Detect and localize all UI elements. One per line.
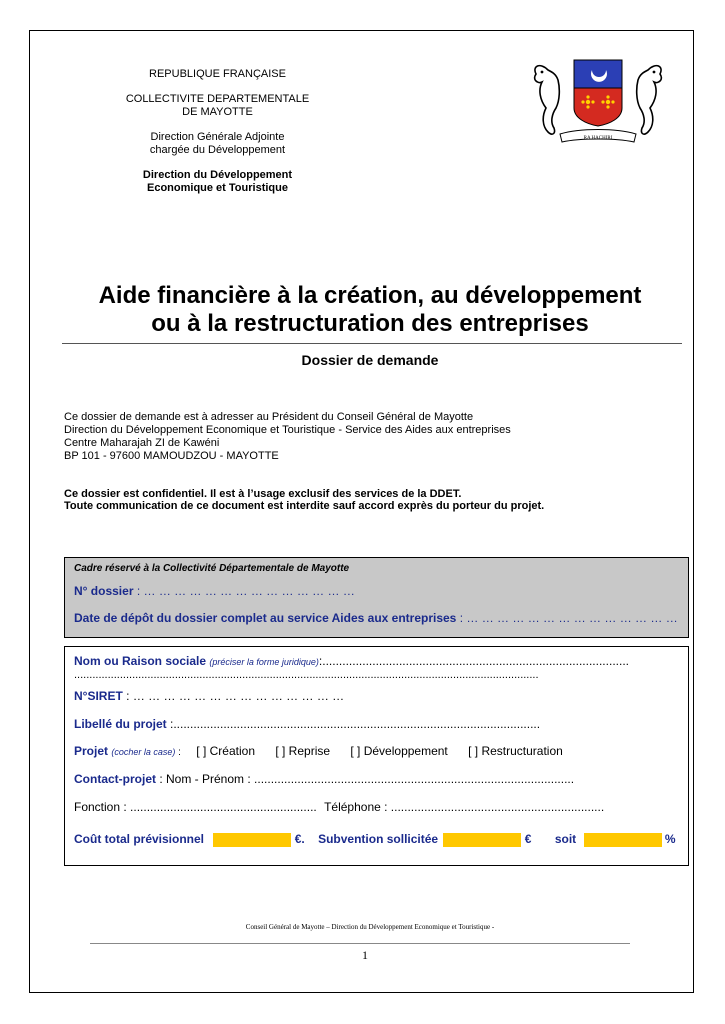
subsidy-input[interactable] bbox=[443, 833, 521, 847]
option-creation-checkbox[interactable]: [ ] Création bbox=[196, 744, 255, 758]
option-restructuration-checkbox[interactable]: [ ] Restructuration bbox=[468, 744, 563, 758]
page-title-line-1: Aide financière à la création, au développement bbox=[98, 282, 642, 309]
project-title-label: Libellé du projet bbox=[74, 717, 167, 731]
ratio-percent: % bbox=[664, 832, 676, 846]
address-line-1: Ce dossier de demande est à adresser au Président du Conseil Général de Mayotte bbox=[64, 411, 474, 423]
page-number: 1 bbox=[362, 948, 368, 962]
footer-divider bbox=[90, 943, 630, 944]
siret-row bbox=[74, 689, 344, 703]
subsidy-currency: € bbox=[524, 832, 532, 846]
project-title-row bbox=[74, 717, 540, 731]
project-title-field[interactable]: :.............................................................................................................. bbox=[166, 717, 541, 731]
application-form bbox=[64, 646, 689, 866]
ratio-input[interactable] bbox=[584, 833, 662, 847]
collectivity-line-1: COLLECTIVITE DEPARTEMENTALE bbox=[125, 93, 310, 105]
direction-dev-line-1: Direction du Développement bbox=[142, 169, 293, 181]
reserved-box bbox=[64, 557, 689, 638]
option-developpement-checkbox[interactable]: [ ] Développement bbox=[350, 744, 448, 758]
confidential-line-1: Ce dossier est confidentiel. Il est à l’usage exclusif des services de la DDET. bbox=[64, 488, 462, 500]
mayotte-coat-of-arms-icon bbox=[530, 52, 666, 148]
ratio-label: soit bbox=[554, 832, 577, 846]
contact-name-field[interactable]: : Nom - Prénom : ................................................................................................ bbox=[156, 772, 575, 786]
function-field[interactable]: Fonction : ........................................................ bbox=[74, 800, 317, 814]
company-name-field[interactable]: :............................................................................................ bbox=[318, 654, 629, 668]
dossier-number-label: N° dossier bbox=[74, 584, 134, 598]
crest-banner-text: RA HACHIRI bbox=[583, 136, 613, 141]
footer-text: Conseil Général de Mayotte – Direction du Développement Economique et Touristique - bbox=[245, 923, 495, 931]
dossier-number-field[interactable]: : … … … … … … … … … … … … … … bbox=[133, 584, 355, 598]
siret-field[interactable]: : … … … … … … … … … … … … … … bbox=[122, 689, 345, 703]
phone-field[interactable]: Téléphone : ................................................................ bbox=[324, 800, 605, 814]
subsidy-label: Subvention sollicitée bbox=[318, 832, 439, 846]
total-cost-currency: €. bbox=[294, 832, 305, 846]
depot-date-label: Date de dépôt du dossier complet au service Aides aux entreprises bbox=[74, 611, 457, 625]
direction-adjointe-line-1: Direction Générale Adjointe bbox=[150, 131, 285, 143]
total-cost-label: Coût total prévisionnel bbox=[74, 832, 205, 846]
project-type-colon: : bbox=[175, 747, 181, 758]
depot-date-field[interactable]: : … … … … … … … … … … … … … … bbox=[456, 611, 678, 625]
contact-label: Contact-projet bbox=[74, 772, 156, 786]
page-subtitle: Dossier de demande bbox=[301, 352, 439, 368]
option-reprise-checkbox[interactable]: [ ] Reprise bbox=[275, 744, 331, 758]
confidential-line-2: Toute communication de ce document est interdite sauf accord exprès du porteur du projet. bbox=[64, 500, 545, 512]
address-line-3: Centre Maharajah ZI de Kawéni bbox=[64, 437, 220, 449]
siret-label: N°SIRET bbox=[74, 689, 123, 703]
direction-dev-line-2: Economique et Touristique bbox=[147, 182, 288, 194]
company-name-label: Nom ou Raison sociale bbox=[74, 654, 207, 668]
company-name-hint: (préciser la forme juridique) bbox=[209, 657, 319, 667]
reserved-caption: Cadre réservé à la Collectivité Départementale de Mayotte bbox=[74, 563, 350, 574]
page-title-line-2: ou à la restructuration des entreprises bbox=[151, 310, 589, 337]
address-line-4: BP 101 - 97600 MAMOUDZOU - MAYOTTE bbox=[64, 450, 279, 462]
collectivity-line-2: DE MAYOTTE bbox=[182, 106, 253, 118]
project-type-hint: (cocher la case) bbox=[111, 747, 176, 757]
function-phone-row bbox=[74, 800, 604, 814]
total-cost-input[interactable] bbox=[213, 833, 291, 847]
company-name-field-line-2[interactable]: ........................................................................................................................................................ bbox=[74, 669, 539, 681]
depot-date-row bbox=[74, 611, 678, 625]
company-name-row bbox=[74, 654, 629, 668]
budget-row bbox=[74, 832, 676, 847]
dossier-number-row bbox=[74, 584, 355, 598]
project-type-row bbox=[74, 744, 563, 758]
contact-row bbox=[74, 772, 574, 786]
direction-adjointe-line-2: chargée du Développement bbox=[149, 144, 286, 156]
project-type-label: Projet bbox=[74, 744, 109, 758]
address-line-2: Direction du Développement Economique et Touristique - Service des Aides aux entreprises bbox=[64, 424, 511, 436]
title-divider bbox=[62, 343, 682, 344]
republic-label: REPUBLIQUE FRANÇAISE bbox=[149, 68, 286, 80]
